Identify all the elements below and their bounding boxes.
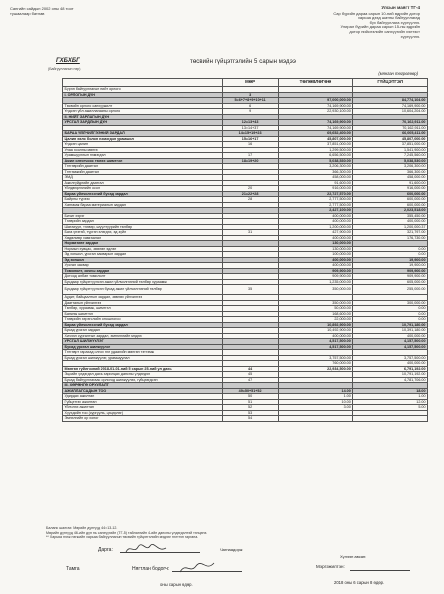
footnotes (46, 526, 426, 540)
row-actual-value: 74,169,900.00 (353, 103, 428, 109)
row-actual-value: 19,900.00 (353, 257, 428, 263)
row-code: 17 (222, 153, 278, 159)
row-actual-value: 600,000.00 (353, 202, 428, 208)
row-plan-value: 400,000.00 (278, 333, 353, 339)
row-label: БАРАА ҮЙЛЧИЛГЭЭНИЙ ЗАРДАЛ (63, 131, 223, 137)
row-code: 5=6+7+8+9+10+11 (222, 98, 278, 104)
row-label: Цалин хөлс болон нэмэгдэл урамшил (63, 136, 223, 142)
signature-block (60, 546, 430, 594)
row-label: Эмнэлгийн ор хоног (63, 416, 223, 422)
row-actual-value: 19,900.00 (353, 263, 428, 269)
org-name-caption: (Байгууллагын нэр) (48, 67, 81, 71)
row-plan-value: 1.00 (278, 394, 353, 400)
row-actual-value: 176,730.00 (353, 235, 428, 241)
row-plan-value: 400,000.00 (278, 213, 353, 219)
row-label: Бусдаар гүйцэтгүүлсэн ажил үйлчилгээний төлбөр хураамж (63, 279, 223, 285)
row-label: УРСГАЛ ШИЛЖҮҮЛЭГ (63, 339, 223, 345)
row-plan-value: 400,000.00 (278, 235, 353, 241)
row-code: 18=19+20 (222, 158, 278, 164)
accountant-label: Нягтлан бодогч: (132, 566, 170, 572)
row-code: 50 (222, 394, 278, 400)
row-label: Төсвийн орлого санхүүжилт (63, 103, 223, 109)
row-actual-value: 400,000.00 (353, 219, 428, 225)
row-actual-value: 400,000.00 (353, 361, 428, 367)
row-code: 20 (222, 186, 278, 192)
row-actual-value: 600,000.00 (353, 191, 428, 197)
row-label: Даатгалын үйлчилгээ (63, 300, 223, 306)
row-code: 44 (222, 366, 278, 372)
instruction-line: харьяа дээд шатны байгууллагад (357, 15, 420, 21)
row-actual-value: 10,791,180.00 (353, 322, 428, 328)
row-label: Бага үнэтэй, түргэн элэгдэх, эд зүйл (63, 230, 223, 236)
row-actual-value: 45,807,000.00 (353, 136, 428, 142)
row-plan-value: 74,169,900.00 (278, 103, 353, 109)
row-actual-value: 0.00 (353, 306, 428, 312)
row-code: 53 (222, 410, 278, 416)
row-actual-value: 70,162,911.00 (353, 120, 428, 126)
row-label: Шатахуун, тээвэр, шүүлтүүрийн төлбөр (63, 224, 223, 230)
row-label: Нормын хувцас, зөөлөн эдлэл (63, 246, 223, 252)
row-plan-value: 97,000,000.00 (278, 98, 353, 104)
row-actual-value: 10,791,192.00 (353, 372, 428, 378)
row-actual-value: 37,851,000.00 (353, 142, 428, 148)
row-label: Үндсэн цалин (63, 142, 223, 148)
budget-table (62, 78, 428, 422)
row-label: Урамшууллын нэмэгдэл (63, 153, 223, 159)
row-plan-value: 100,000.00 (278, 252, 353, 258)
auditor-signature-line (350, 570, 410, 571)
row-label: Тээврийн хэрэгслийн оношлогоо (63, 317, 223, 323)
row-plan-value: 2,777,500.00 (278, 202, 353, 208)
row-label: Хүүхдийн тоо (сургууль, цэцэрлэг) (63, 410, 223, 416)
row-plan-value: 400,000.00 (278, 219, 353, 225)
instruction-line: дотор нийслэлийн санхүүгийн хэлтэст (349, 28, 420, 34)
row-label: Бусад урсгал шилжүүлэг, урамшуулал (63, 355, 223, 361)
row-label: Бичиг хэрэг (63, 213, 223, 219)
row-label: Удирдах ажилтан (63, 394, 223, 400)
row-plan-value: 22,930,100.00 (278, 109, 353, 115)
director-signature (124, 542, 168, 556)
row-label: Бусад урсгал зардал (63, 328, 223, 334)
row-actual-value: 6,791,192.00 (353, 366, 428, 372)
row-actual-value: 400,000.00 (353, 333, 428, 339)
row-code: 14=15+19+23 (222, 131, 278, 137)
row-label: Ажил олгогчоос төлөх шимтгэл (63, 158, 223, 164)
table-row (63, 285, 428, 295)
unit-note: (мянган төгрөгөөр) (378, 71, 418, 76)
row-plan-value: 45,807,000.00 (278, 136, 353, 142)
row-actual-value: 916,000.00 (353, 186, 428, 192)
row-code: 16 (222, 142, 278, 148)
row-code: 6 (222, 103, 278, 109)
row-actual-value: 600,000.00 (353, 197, 428, 203)
row-code: 3 (222, 92, 278, 98)
director-name: Чагнаадорж (220, 547, 243, 552)
top-right-instructions (270, 6, 420, 39)
row-actual-value: 4,781,706.00 (353, 377, 428, 383)
stamp-label: Тамга (66, 566, 80, 572)
row-label: Үндсэн үйл ажиллагааны орлого (63, 109, 223, 115)
table-header-row (63, 79, 428, 87)
row-label: Нормативт зардал (63, 241, 223, 247)
accepted-label: Хүлээн авсан: (340, 554, 367, 559)
row-label: I. ОРЛОГЫН ДҮН (63, 92, 223, 98)
row-plan-value: 2,427,100.00 (278, 208, 353, 214)
col-header-plan: ТӨЛӨВЛӨГӨӨ (278, 79, 353, 87)
row-plan-value: 909,900.00 (278, 268, 353, 274)
row-plan-value: 427,900.00 (278, 230, 353, 236)
row-plan-value: 130,000.00 (278, 246, 353, 252)
row-plan-value: 3,206,300.00 (278, 164, 353, 170)
row-code: 35 (222, 285, 278, 295)
row-actual-value: 10,604,204.00 (353, 109, 428, 115)
row-actual-value: 5,038,530.00 (353, 158, 428, 164)
row-label: Төлбөр, хураамж, шимтгэл (63, 306, 223, 312)
row-label: Бүрэн байгууллагын нийт орлого (63, 87, 223, 93)
director-label: Дарга: (98, 547, 113, 553)
row-label: АЖИЛЛАГСАДЫН ТОО (63, 388, 223, 394)
row-code: 31 (222, 230, 278, 236)
row-actual-value: 1,200,000.37 (353, 224, 428, 230)
auditor-label: Мэргэжилтэн: (316, 564, 345, 569)
row-code: 13=14+37 (222, 125, 278, 131)
col-header-label (63, 79, 223, 87)
row-label: Тээврийн зардал (63, 219, 223, 225)
row-label: УРСГАЛ ЗАРДЛЫН ДҮН (63, 120, 223, 126)
row-label: Тэтгэмжийн даатгал (63, 169, 223, 175)
row-actual-value: 3,206,300.00 (353, 164, 428, 170)
instruction-line: бүх байгууллага хүргүүлнэ. (369, 19, 420, 25)
row-label: Тэтгэврийн даатгал (63, 164, 223, 170)
row-plan-value: 458,000.00 (278, 175, 353, 181)
row-plan-value: 400,000.00 (278, 257, 353, 263)
row-code: 52 (222, 405, 278, 411)
row-label: Бусдаар гүйцэтгүүлсэн бусад ажил үйлчилгээний төлбөр (63, 285, 223, 295)
row-label: Банкны шимтгэл (63, 311, 223, 317)
row-actual-value (353, 416, 428, 422)
row-actual-value: 321,797.00 (353, 230, 428, 236)
row-label: Мөнгөн гүйлгээний 2018-01-01-ний 5 сарын 25-ний ул дахь (63, 366, 223, 372)
row-label: Бараа үйлчилгээний бусад зардал (63, 191, 223, 197)
row-label: Тэтгэврт гарахад олгох нэг удаагийн мөнгөн тэтгэмж (63, 350, 223, 356)
row-plan-value: 14.00 (278, 388, 353, 394)
row-plan-value: 366,300.00 (278, 169, 353, 175)
row-actual-value: 1.00 (353, 394, 428, 400)
row-actual-value: 909,900.00 (353, 268, 428, 274)
row-plan-value: 400,000.00 (278, 263, 353, 269)
row-label: Үйлчлэх ажилтан (63, 405, 223, 411)
row-actual-value: 2,023,518.00 (353, 208, 428, 214)
row-label: Унаа хоолны мөнгө (63, 147, 223, 153)
row-actual-value: 366,300.00 (353, 169, 428, 175)
report-title: төсвийн гүйцэтгэлийн 5 сарын мэдээ (190, 59, 297, 65)
row-code: 21=22+28 (222, 191, 278, 197)
row-code: 45 (222, 372, 278, 378)
approval-line: тушаалаар батлав (10, 11, 45, 16)
row-plan-value: 10,492,900.00 (278, 328, 353, 334)
row-actual-value: 70,162,911.00 (353, 125, 428, 131)
top-left-approval (10, 6, 190, 16)
row-actual-value: 5.00 (353, 405, 428, 411)
accountant-signature (178, 560, 218, 576)
col-header-actual: ГҮЙЦЭТГЭЛ (353, 79, 428, 87)
row-actual-value: 300,000.00 (353, 300, 428, 306)
row-actual-value: 84,774,104.00 (353, 98, 428, 104)
row-label: II. НИЙТ ЗАРЛАГЫН ДҮН (63, 114, 223, 120)
row-plan-value: 91,600.00 (278, 180, 353, 186)
approval-line: Сангийн сайдын 2002 оны 48 тоот (10, 6, 74, 11)
row-actual-value: 909,900.00 (353, 274, 428, 280)
row-actual-value: 605,000.00 (353, 279, 428, 285)
row-plan-value: 350,000.00 (278, 300, 353, 306)
row-label: III. ХӨРӨНГӨ ОРУУЛАЛТ (63, 383, 223, 389)
row-plan-value: 2,777,500.00 (278, 197, 353, 203)
row-label: Томилолт, зочны зардал (63, 268, 223, 274)
row-plan-value: 6,656,500.00 (278, 153, 353, 159)
row-actual-value: 1,541,900.00 (353, 147, 428, 153)
row-actual-value: 0.00 (353, 252, 428, 258)
row-actual-value: 0.00 (353, 246, 428, 252)
row-code: 9 (222, 109, 278, 115)
row-code: 15=16+17 (222, 136, 278, 142)
row-code: 54 (222, 416, 278, 422)
row-plan-value: 5,038,530.00 (278, 158, 353, 164)
row-plan-value: 22,934,500.00 (278, 366, 353, 372)
row-actual-value: 0.00 (353, 317, 428, 323)
row-plan-value: 909,900.00 (278, 274, 353, 280)
row-code: 51 (222, 399, 278, 405)
footnote: Мөрийн дүнгүүд 46-ийн дүн нь санхүүгийн (ТГ-5) тайлангийн 4-ийн дансны үлдэгдэлтэй тэнцэнэ. (46, 530, 208, 535)
row-actual-value: 4,157,500.00 (353, 344, 428, 350)
row-label: Бараа үйлчилгээний бусад зардал (63, 322, 223, 328)
instruction-line: хүргүүлнэ. (400, 33, 420, 39)
row-label: Эцсийн үлдэгдэл дахь харилцах дансны үлдэгдэл (63, 372, 223, 378)
row-code: 28 (222, 197, 278, 203)
footnote: ** Харьяа нэгж нэгжийн харьяа байгууллагын төсвийн гүйцэтгэлийн мэдээг нэгтгэн гаргана. (46, 535, 199, 540)
row-label: Хичээл сургалтын зардал, эмнэлэгийн мэдээ (63, 333, 223, 339)
row-plan-value: 168,600.00 (278, 311, 353, 317)
row-label: Бусад урсгал шилжүүлэг (63, 344, 223, 350)
row-plan-value: 3.00 (278, 405, 353, 411)
row-actual-value: 91,600.00 (353, 180, 428, 186)
row-actual-value: 3,757,500.00 (353, 355, 428, 361)
row-plan-value: 50,000.00 (278, 306, 353, 312)
row-code: 47 (222, 377, 278, 383)
row-plan-value: 130,000.00 (278, 241, 353, 247)
row-label: Ажилгүйдлийн даатгал (63, 180, 223, 186)
row-actual-value: 458,000.00 (353, 175, 428, 181)
row-actual-value: 66,005,411.00 (353, 131, 428, 137)
row-label: Урсгал засвар (63, 263, 223, 269)
row-label: Хангамж бараа материалын зардал (63, 202, 223, 208)
footnote: Баланс шалгах: Мөрийн дүнгүүд 44=13-12. (46, 526, 118, 530)
row-plan-value: 22,727,570.00 (278, 191, 353, 197)
row-plan-value: 37,851,000.00 (278, 142, 353, 148)
date-left: оны сарын өдөр. (160, 582, 193, 587)
col-header-row-code: МӨР (222, 79, 278, 87)
row-actual-value: 10,391,180.00 (353, 328, 428, 334)
form-code: Улсын маягт ТГ-4 (381, 5, 420, 10)
date-right: 2018 оны 6 сарын 8 өдөр. (334, 580, 385, 585)
row-plan-value: 760,000.00 (278, 361, 353, 367)
row-plan-value: 1,235,000.00 (278, 279, 353, 285)
org-name: ГХБХБГ (56, 58, 80, 64)
row-plan-value: 10,892,900.00 (278, 322, 353, 328)
row-label: Үйлдвэрлэлийн осол (63, 186, 223, 192)
row-plan-value: 4,517,500.00 (278, 344, 353, 350)
row-label: Хөдөлмөр хамгаалал (63, 235, 223, 241)
row-label: Гүйцэтгэх ажилтан (63, 399, 223, 405)
row-label: Дотоод албан томилолт (63, 274, 223, 280)
row-label: ЭМД (63, 175, 223, 181)
row-actual-value: 0.00 (353, 311, 428, 317)
row-plan-value: 10.00 (278, 399, 353, 405)
row-actual-value: 355,450.00 (353, 213, 428, 219)
row-plan-value: 3,757,500.00 (278, 355, 353, 361)
row-plan-value: 1,299,500.00 (278, 147, 353, 153)
row-plan-value: 1,200,000.00 (278, 224, 353, 230)
row-label: Байрны түрээс (63, 197, 223, 203)
row-label: Бусад байгууллагаас орлогод шилжүүлэх, гүйцээгдсэн (63, 377, 223, 383)
row-plan-value: 74,169,900.00 (278, 120, 353, 126)
row-label: Эд хогшил, урсгал засварын зардал (63, 252, 223, 258)
row-label: Аудит, байцаалтын зардал, зөвлөх үйлчилгээ (63, 295, 223, 301)
row-actual-value: 18.00 (353, 388, 428, 394)
row-plan-value: 916,000.00 (278, 186, 353, 192)
row-actual-value: 12.00 (353, 399, 428, 405)
table-row (63, 416, 428, 422)
row-code: 12=13+43 (222, 120, 278, 126)
row-actual-value: 255,000.00 (353, 285, 428, 295)
row-plan-value (278, 416, 353, 422)
instruction-line: Улирал бүрийн дараа сарын 15-ны өдрийн (340, 24, 420, 30)
row-code: 49=50+51+52 (222, 388, 278, 394)
instruction-line: Сар бүрийн дараа сарын 10-ний өдрийн дотор (333, 10, 420, 16)
row-actual-value: 4,157,500.00 (353, 339, 428, 345)
row-plan-value: 350,000.00 (278, 285, 353, 295)
row-plan-value: 69,652,400.00 (278, 131, 353, 137)
row-actual-value: 7,245,560.00 (353, 153, 428, 159)
row-plan-value: 4,517,500.00 (278, 339, 353, 345)
row-plan-value: 22,000.00 (278, 317, 353, 323)
row-plan-value: 74,169,900.00 (278, 125, 353, 131)
row-label: Эд хогшил (63, 257, 223, 263)
